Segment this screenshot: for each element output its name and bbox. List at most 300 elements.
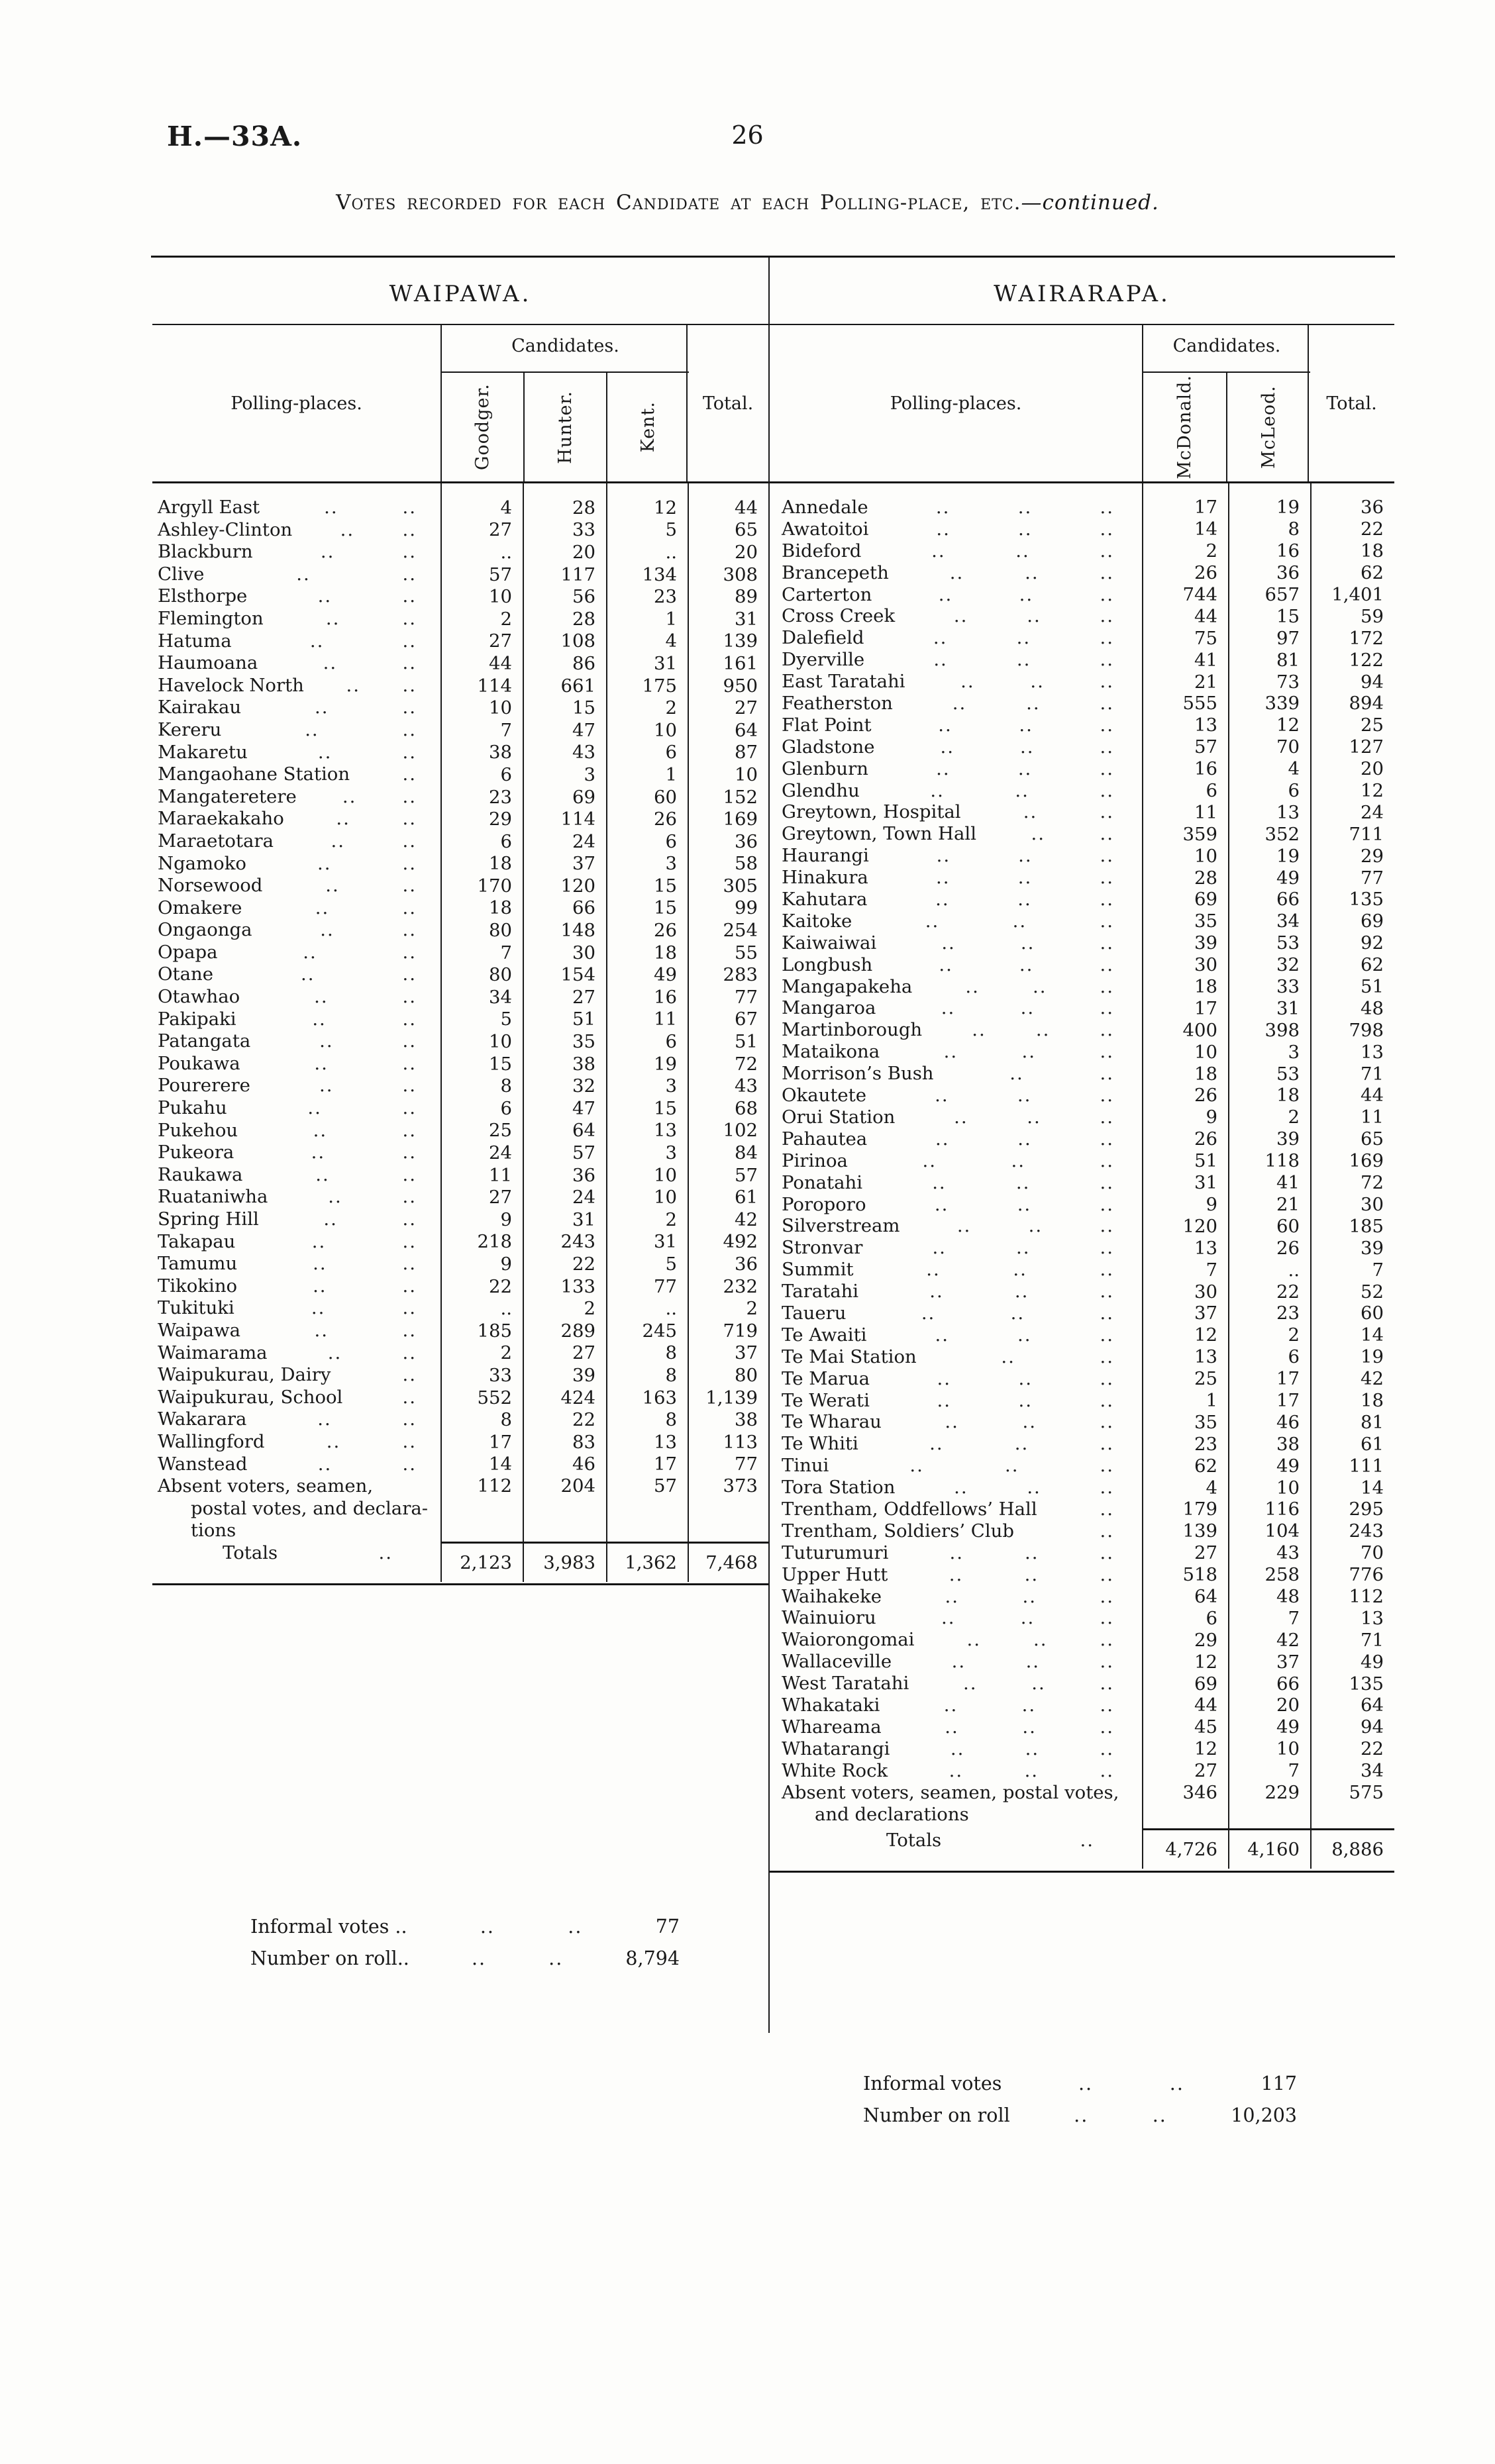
leader-dots: .. xyxy=(941,1607,956,1629)
vote-count-cell: 2,123 xyxy=(440,1542,523,1582)
polling-place-name-cell xyxy=(770,954,1142,976)
page-title-continued: —continued. xyxy=(1021,191,1159,215)
vote-count-cell: 2 xyxy=(440,608,523,630)
leader-dots: .. xyxy=(1100,1215,1114,1237)
spacer-row xyxy=(770,483,1394,497)
polling-place-name: Blackburn xyxy=(158,541,253,563)
vote-count-cell: .. xyxy=(440,1297,523,1320)
leader-dots: .. xyxy=(1100,1563,1114,1585)
polling-place-name: Whatarangi xyxy=(782,1738,890,1759)
polling-place-name: Wallingford xyxy=(158,1430,265,1452)
leader-dots: .. xyxy=(402,1408,417,1430)
polling-place-name: Mangapakeha xyxy=(782,975,913,997)
total-cell: 111 xyxy=(1310,1455,1394,1477)
informal-votes-line xyxy=(250,1916,680,1947)
vote-count-cell: 19 xyxy=(1228,845,1310,867)
vote-count-cell: .. xyxy=(440,541,523,564)
leader-dots: .. xyxy=(1100,1585,1114,1607)
vote-count-cell: 15 xyxy=(606,897,688,920)
vote-count-cell: 27 xyxy=(1142,1542,1228,1564)
total-cell: 169 xyxy=(688,808,768,830)
polling-place-name-cell xyxy=(770,1215,1142,1237)
vote-count-cell: 49 xyxy=(606,963,688,986)
polling-place-name: Wakarara xyxy=(158,1408,247,1430)
polling-place-name: Pukeora xyxy=(158,1142,234,1163)
polling-place-name: Omakere xyxy=(158,897,242,918)
table-bottom-rule xyxy=(152,1583,768,1585)
table-row xyxy=(770,1390,1394,1412)
total-cell: 776 xyxy=(1310,1564,1394,1586)
leader-dots: .. xyxy=(1024,1563,1039,1585)
table-row xyxy=(152,808,768,830)
polling-place-name: Okautete xyxy=(782,1085,866,1107)
vote-count-cell: 66 xyxy=(1228,1673,1310,1695)
total-cell: 51 xyxy=(1310,976,1394,998)
leader-dots: .. xyxy=(1018,1367,1033,1389)
polling-place-name: Waimarama xyxy=(158,1342,268,1363)
vote-count-cell: 56 xyxy=(523,585,606,608)
vote-count-cell: 11 xyxy=(440,1164,523,1187)
polling-place-name-cell xyxy=(770,1063,1142,1085)
leader-dots: .. xyxy=(402,1030,417,1052)
leader-dots: .. xyxy=(936,758,951,779)
polling-places-header xyxy=(770,325,1142,481)
informal-votes-value: 77 xyxy=(655,1916,680,1938)
polling-place-name-cell xyxy=(770,1760,1142,1782)
leader-dots: .. xyxy=(1100,779,1114,801)
polling-place-name: Waipukurau, School xyxy=(158,1386,343,1408)
total-cell: 243 xyxy=(1310,1520,1394,1542)
vote-count-cell: 10 xyxy=(440,1030,523,1053)
polling-place-name: Pirinoa xyxy=(782,1150,848,1171)
vote-count-cell: 1 xyxy=(1142,1390,1228,1412)
leader-dots: .. xyxy=(1030,671,1045,693)
vote-count-cell: 27 xyxy=(1142,1760,1228,1782)
leader-dots: .. xyxy=(941,997,956,1019)
leader-dots: .. xyxy=(937,1367,952,1389)
absent-voters-line: postal votes, and declara- xyxy=(191,1497,429,1519)
leader-dots: .. xyxy=(1100,1063,1114,1085)
leader-dots: .. xyxy=(945,1411,959,1433)
number-on-roll-label: Number on roll.. xyxy=(250,1947,409,1969)
polling-place-name-cell xyxy=(152,986,440,1009)
leader-dots: .. xyxy=(1100,1498,1114,1520)
polling-place-name-cell xyxy=(770,649,1142,671)
polling-place-name: Tikokino xyxy=(158,1275,238,1297)
vote-count-cell: 33 xyxy=(523,519,606,542)
polling-place-name-cell xyxy=(152,764,440,786)
polling-place-name: Whakataki xyxy=(782,1694,880,1716)
vote-count-cell: 83 xyxy=(523,1431,606,1454)
leader-dots: .. xyxy=(1100,1106,1114,1128)
leader-dots: .. xyxy=(296,563,311,585)
wairarapa-informal-block xyxy=(863,2073,1297,2136)
leader-dots: .. xyxy=(943,1041,958,1063)
total-cell: 305 xyxy=(688,875,768,897)
table-row xyxy=(770,584,1394,606)
vote-count-cell: 19 xyxy=(606,1053,688,1075)
leader-dots: .. xyxy=(1017,1128,1032,1150)
leader-dots: .. xyxy=(1100,867,1114,889)
vote-count-cell: 8 xyxy=(440,1075,523,1097)
leader-dots: .. xyxy=(1004,1455,1019,1477)
polling-places-label: Polling-places. xyxy=(890,393,1022,414)
polling-place-name-cell xyxy=(770,1237,1142,1259)
table-row xyxy=(152,1186,768,1208)
polling-place-name-cell xyxy=(152,1009,440,1031)
vote-count-cell: 1 xyxy=(606,608,688,630)
leader-dots: .. xyxy=(1011,1150,1025,1171)
vote-count-cell: 4,160 xyxy=(1228,1828,1310,1869)
polling-place-name: Cross Creek xyxy=(782,605,896,627)
leader-dots: .. xyxy=(1100,562,1114,583)
polling-place-name: Waipukurau, Dairy xyxy=(158,1364,331,1386)
totals-label: Totals xyxy=(223,1542,278,1564)
vote-count-cell: 80 xyxy=(440,919,523,942)
table-row xyxy=(770,1760,1394,1782)
leader-dots: .. xyxy=(1100,1759,1114,1781)
waipawa-informal-block xyxy=(250,1916,680,1979)
total-cell: 719 xyxy=(688,1320,768,1342)
leader-dots: .. xyxy=(921,1302,936,1324)
vote-count-cell: 31 xyxy=(1228,997,1310,1019)
polling-place-name: Poroporo xyxy=(782,1193,866,1215)
polling-place-name: Tamumu xyxy=(158,1253,238,1275)
polling-place-name: Ongaonga xyxy=(158,919,252,941)
polling-place-name-cell xyxy=(770,867,1142,889)
vote-count-cell: 23 xyxy=(1142,1433,1228,1455)
polling-place-name-cell xyxy=(152,1186,440,1208)
polling-place-name-cell xyxy=(152,1387,440,1409)
polling-place-name-cell xyxy=(152,1208,440,1231)
vote-count-cell: 46 xyxy=(1228,1411,1310,1433)
polling-place-name-cell xyxy=(152,963,440,986)
vote-count-cell: 3,983 xyxy=(523,1542,606,1582)
table-row xyxy=(152,1009,768,1031)
leader-dots: .. xyxy=(327,1342,342,1363)
total-cell: 2 xyxy=(688,1297,768,1320)
leader-dots: .. xyxy=(346,674,360,696)
leader-dots: .. xyxy=(1019,736,1035,758)
leader-dots: .. xyxy=(1015,779,1029,801)
polling-place-name-cell xyxy=(152,608,440,630)
vote-count-cell: 12 xyxy=(1142,1324,1228,1346)
leader-dots: .. xyxy=(314,1319,329,1341)
informal-votes-label: Informal votes .. xyxy=(250,1916,407,1938)
polling-place-name-cell xyxy=(770,1716,1142,1738)
vote-count-cell: 661 xyxy=(523,675,606,697)
polling-place-name-cell xyxy=(770,1085,1142,1107)
vote-count-cell: 57 xyxy=(1142,736,1228,758)
table-row xyxy=(152,742,768,764)
leader-dots: .. xyxy=(1018,1389,1033,1411)
vote-count-cell: .. xyxy=(606,1297,688,1320)
vote-count-cell: 23 xyxy=(440,786,523,809)
polling-place-name: Kereru xyxy=(158,718,222,740)
polling-place-name: Martinborough xyxy=(782,1019,923,1041)
polling-place-name-cell xyxy=(770,715,1142,736)
leader-dots: .. xyxy=(936,518,951,540)
polling-place-name-cell xyxy=(152,541,440,564)
polling-place-name: Longbush xyxy=(782,954,873,975)
vote-count-cell: 39 xyxy=(1228,1128,1310,1150)
leader-dots: .. xyxy=(402,1208,417,1230)
absent-voters-label xyxy=(152,1475,440,1542)
leader-dots: .. xyxy=(935,889,950,911)
leader-dots: .. xyxy=(402,1008,417,1030)
total-cell: 172 xyxy=(1310,627,1394,649)
vote-count-cell: 80 xyxy=(440,963,523,986)
table-row xyxy=(152,764,768,786)
total-cell: 18 xyxy=(1310,1390,1394,1412)
table-row xyxy=(152,942,768,964)
leader-dots: .. xyxy=(312,1008,327,1030)
leader-dots: .. xyxy=(956,1215,972,1237)
number-on-roll-line xyxy=(250,1947,680,1979)
leader-dots: .. xyxy=(1100,693,1114,715)
vote-count-cell: 44 xyxy=(440,652,523,675)
table-row xyxy=(770,1107,1394,1128)
leader-dots: .. xyxy=(1100,801,1114,823)
polling-place-name-cell xyxy=(152,897,440,920)
leader-dots: .. xyxy=(949,1759,964,1781)
leader-dots: .. xyxy=(402,764,417,785)
total-cell: 48 xyxy=(1310,997,1394,1019)
total-header xyxy=(686,325,768,481)
table-row xyxy=(152,608,768,630)
spacer-cell xyxy=(770,483,1142,497)
table-row xyxy=(152,564,768,586)
vote-count-cell: 22 xyxy=(523,1408,606,1431)
total-cell: 24 xyxy=(1310,801,1394,823)
candidate-name: Goodger. xyxy=(472,383,493,471)
vote-count-cell: 2 xyxy=(440,1342,523,1365)
total-cell: 185 xyxy=(1310,1215,1394,1237)
total-cell: 92 xyxy=(1310,932,1394,954)
vote-count-cell: 37 xyxy=(1228,1651,1310,1673)
total-cell: 64 xyxy=(688,719,768,742)
polling-place-name: Dalefield xyxy=(782,627,864,649)
vote-count-cell: 75 xyxy=(1142,627,1228,649)
polling-place-name: Carterton xyxy=(782,583,872,605)
leader-dots: .. xyxy=(1100,954,1114,975)
leader-dots: .. xyxy=(1020,1607,1035,1629)
polling-place-name-cell xyxy=(152,853,440,875)
table-row xyxy=(770,1433,1394,1455)
leader-dots: .. xyxy=(938,714,953,736)
total-cell: 22 xyxy=(1310,1738,1394,1760)
leader-dots: .. xyxy=(317,1453,333,1475)
leader-dots: .. xyxy=(972,1019,986,1041)
table-row xyxy=(152,1075,768,1097)
vote-count-cell: 346 xyxy=(1142,1782,1228,1830)
leader-dots: .. xyxy=(1100,932,1114,954)
leader-dots: .. xyxy=(402,1386,417,1408)
leader-dots: .. xyxy=(941,932,956,954)
vote-count-cell: 154 xyxy=(523,963,606,986)
vote-count-cell: 175 xyxy=(606,675,688,697)
leader-dots: .. xyxy=(311,1142,326,1163)
total-cell: 8,886 xyxy=(1310,1828,1394,1869)
total-cell: 61 xyxy=(1310,1433,1394,1455)
vote-count-cell: 69 xyxy=(1142,889,1228,911)
polling-place-name-cell xyxy=(770,1520,1142,1542)
total-cell: 575 xyxy=(1310,1782,1394,1830)
candidate-column-header xyxy=(1226,373,1310,481)
vote-count-cell: 39 xyxy=(1142,932,1228,954)
total-cell: 169 xyxy=(1310,1150,1394,1172)
leader-dots: .. xyxy=(1100,1694,1114,1716)
leader-dots: .. xyxy=(963,1673,978,1695)
polling-place-name: Greytown, Hospital xyxy=(782,801,961,823)
table-row xyxy=(770,1194,1394,1216)
leader-dots: .. xyxy=(1017,1085,1032,1107)
leader-dots: .. xyxy=(331,830,345,852)
polling-place-name: Waihakeke xyxy=(782,1585,882,1607)
vote-count-cell: 352 xyxy=(1228,823,1310,845)
vote-count-cell: 359 xyxy=(1142,823,1228,845)
leader-dots: .. xyxy=(1100,1738,1114,1759)
total-cell: 81 xyxy=(1310,1411,1394,1433)
table-body xyxy=(152,483,768,1581)
total-cell: 36 xyxy=(688,830,768,853)
total-cell: 20 xyxy=(688,541,768,564)
total-cell: 72 xyxy=(688,1053,768,1075)
table-row xyxy=(152,1097,768,1120)
vote-count-cell: 6 xyxy=(440,764,523,786)
leader-dots: .. xyxy=(1100,889,1114,911)
table-row xyxy=(152,1142,768,1164)
leader-dots: .. xyxy=(1100,1389,1114,1411)
vote-count-cell: 9 xyxy=(440,1208,523,1231)
table-row xyxy=(770,540,1394,562)
vote-count-cell: 41 xyxy=(1142,649,1228,671)
leader-dots: .. xyxy=(305,718,319,740)
table-row xyxy=(152,830,768,853)
vote-count-cell: 38 xyxy=(523,1053,606,1075)
vote-count-cell: 15 xyxy=(606,875,688,897)
spacer-cell xyxy=(606,483,688,497)
polling-place-name: Mangateretere xyxy=(158,785,297,807)
polling-place-name-cell xyxy=(770,1107,1142,1128)
table-row xyxy=(152,541,768,564)
polling-place-name: Ashley-Clinton xyxy=(158,518,293,540)
leader-dots: .. xyxy=(1018,845,1033,867)
vote-count-cell: 400 xyxy=(1142,1019,1228,1041)
vote-count-cell: 24 xyxy=(523,1186,606,1208)
total-cell: 36 xyxy=(1310,497,1394,518)
leader-dots: .. xyxy=(1012,910,1027,932)
polling-place-name: Ponatahi xyxy=(782,1171,863,1193)
leader-dots: .. xyxy=(402,674,417,696)
table-row xyxy=(152,1030,768,1053)
leader-dots: .. xyxy=(319,1075,334,1097)
total-cell: 30 xyxy=(1310,1194,1394,1216)
vote-count-cell: 30 xyxy=(1142,1281,1228,1303)
vote-count-cell: 14 xyxy=(440,1454,523,1476)
polling-place-name: Ngamoko xyxy=(158,852,246,874)
candidate-name-columns xyxy=(442,373,689,481)
polling-place-name-cell xyxy=(770,736,1142,758)
polling-place-name-cell xyxy=(152,1364,440,1387)
table-row xyxy=(152,652,768,675)
candidate-column-header xyxy=(1143,373,1226,481)
leader-dots: .. xyxy=(1100,910,1114,932)
vote-count-cell: 26 xyxy=(1142,1128,1228,1150)
vote-count-cell: 17 xyxy=(1228,1390,1310,1412)
leader-dots: .. xyxy=(1100,758,1114,779)
spacer-cell xyxy=(1142,483,1228,497)
vote-count-cell: 6 xyxy=(606,1030,688,1053)
total-cell: 65 xyxy=(1310,1128,1394,1150)
absent-voters-line: Absent voters, seamen, xyxy=(158,1475,374,1497)
leader-dots: .. xyxy=(1100,583,1114,605)
total-cell: 711 xyxy=(1310,823,1394,845)
vote-count-cell: 424 xyxy=(523,1387,606,1409)
vote-count-cell: 86 xyxy=(523,652,606,675)
vote-count-cell: 32 xyxy=(1228,954,1310,976)
vote-count-cell: 31 xyxy=(606,652,688,675)
leader-dots: .. xyxy=(402,1230,417,1252)
vote-count-cell: 18 xyxy=(1142,1063,1228,1085)
total-cell: 77 xyxy=(688,986,768,1009)
totals-label: Totals xyxy=(886,1829,942,1851)
leader-dots: .. xyxy=(949,1563,964,1585)
vote-count-cell: 35 xyxy=(1142,911,1228,932)
total-cell: 25 xyxy=(1310,715,1394,736)
vote-count-cell: 26 xyxy=(1142,562,1228,584)
leader-dots: .. xyxy=(402,1453,417,1475)
vote-count-cell: 10 xyxy=(440,697,523,719)
table-row xyxy=(152,1231,768,1254)
leader-dots: .. xyxy=(1074,2104,1089,2126)
vote-count-cell: 47 xyxy=(523,719,606,742)
polling-place-name-cell xyxy=(770,1150,1142,1172)
spacer-cell xyxy=(688,483,768,497)
leader-dots: .. xyxy=(935,497,951,518)
vote-count-cell: 10 xyxy=(1142,1041,1228,1063)
leader-dots: .. xyxy=(378,1542,393,1564)
polling-place-name-cell xyxy=(770,845,1142,867)
leader-dots: .. xyxy=(954,1477,968,1499)
leader-dots: .. xyxy=(1100,1629,1114,1651)
polling-place-name-cell xyxy=(152,1275,440,1298)
polling-place-name-cell xyxy=(152,742,440,764)
absent-voters-label xyxy=(770,1782,1142,1830)
polling-place-name: Awatoitoi xyxy=(782,518,869,540)
table-row xyxy=(152,519,768,542)
leader-dots: .. xyxy=(1020,997,1035,1019)
table-row xyxy=(152,1364,768,1387)
total-cell: 135 xyxy=(1310,1673,1394,1695)
vote-count-cell: 60 xyxy=(1228,1215,1310,1237)
leader-dots: .. xyxy=(548,1947,564,1969)
leader-dots: .. xyxy=(1100,1281,1114,1303)
polling-place-name: Stronvar xyxy=(782,1237,863,1259)
leader-dots: .. xyxy=(1017,1193,1032,1215)
vote-count-cell: 43 xyxy=(523,742,606,764)
absent-voters-line: tions xyxy=(191,1520,236,1542)
table-row xyxy=(152,697,768,719)
leader-dots: .. xyxy=(1017,867,1033,889)
vote-count-cell: 27 xyxy=(440,630,523,653)
table-row xyxy=(770,997,1394,1019)
vote-count-cell: 120 xyxy=(1142,1215,1228,1237)
leader-dots: .. xyxy=(1013,1259,1027,1281)
leader-dots: .. xyxy=(317,741,333,763)
polling-place-name-cell xyxy=(770,497,1142,518)
vote-count-cell: 13 xyxy=(1142,1237,1228,1259)
